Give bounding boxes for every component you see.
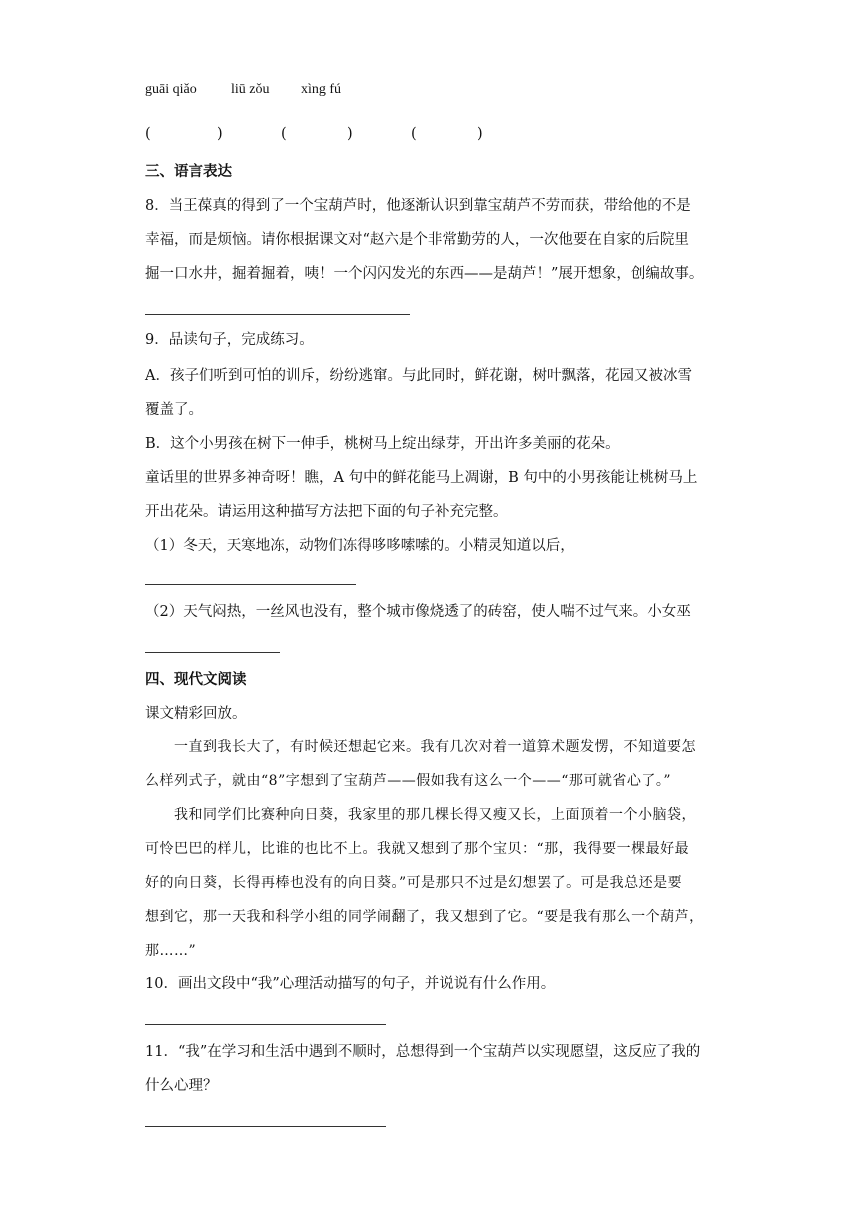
q9-item-2: （2）天气闷热，一丝风也没有，整个城市像烧透了的砖窑，使人喘不过气来。小女巫	[145, 604, 691, 620]
q9-instruction-1: 童话里的世界多神奇呀！瞧，A 句中的鲜花能马上凋谢，B 句中的小男孩能让桃树马上	[145, 470, 698, 486]
bracket-close-3: )	[477, 126, 483, 142]
pinyin-1: guāi qiǎo	[145, 82, 197, 97]
q9-sentence-b: B．这个小男孩在树下一伸手，桃树马上绽出绿芽，开出许多美丽的花朵。	[145, 436, 620, 452]
q9-instruction-2: 开出花朵。请运用这种描写方法把下面的句子补充完整。	[145, 504, 508, 520]
bracket-open-2: (	[281, 126, 287, 142]
section-3-title: 三、语言表达	[145, 163, 232, 180]
review-label: 课文精彩回放。	[145, 706, 247, 722]
q8-line-3: 掘一口水井，掘着掘着，咦！一个闪闪发光的东西——是葫芦！”展开想象，创编故事。	[145, 266, 704, 282]
q9-sentence-a-2: 覆盖了。	[145, 402, 203, 418]
pinyin-row	[145, 80, 342, 100]
passage-line-7: 那……”	[145, 943, 197, 959]
passage-line-2: 么样列式子，就由“8”字想到了宝葫芦——假如我有这么一个——“那可就省心了。”	[145, 773, 672, 789]
pinyin-2: liū zǒu	[231, 82, 270, 97]
bracket-open-1: (	[145, 126, 151, 142]
q9-item-2-answer-line[interactable]	[145, 652, 280, 653]
q9-sentence-a-1: A．孩子们听到可怕的训斥，纷纷逃窜。与此同时，鲜花谢，树叶飘落，花园又被冰雪	[145, 368, 692, 384]
passage-line-5: 好的向日葵，长得再棒也没有的向日葵。”可是那只不过是幻想罢了。可是我总还是要	[145, 875, 683, 891]
q8-line-2: 幸福，而是烦恼。请你根据课文对“赵六是个非常勤劳的人，一次他要在自家的后院里	[145, 232, 689, 248]
q9-item-1: （1）冬天，天寒地冻，动物们冻得哆哆嗦嗦的。小精灵知道以后，	[145, 538, 575, 554]
section-4-title: 四、现代文阅读	[145, 671, 247, 688]
bracket-open-3: (	[411, 126, 417, 142]
q10: 10．画出文段中“我”心理活动描写的句子，并说说有什么作用。	[145, 976, 556, 992]
passage-line-4: 可怜巴巴的样儿，比谁的也比不上。我就又想到了那个宝贝：“那，我得要一棵最好最	[145, 841, 690, 857]
q11-line-1: 11．“我”在学习和生活中遇到不顺时，总想得到一个宝葫芦以实现愿望，这反应了我的	[145, 1044, 701, 1060]
q9-title: 9．品读句子，完成练习。	[145, 332, 314, 348]
q11-line-2: 什么心理？	[145, 1078, 218, 1094]
q11-answer-line[interactable]	[145, 1126, 386, 1127]
q10-answer-line[interactable]	[145, 1024, 386, 1025]
q8-answer-line[interactable]	[145, 314, 410, 315]
bracket-close-2: )	[347, 126, 353, 142]
q8-line-1: 8．当王葆真的得到了一个宝葫芦时，他逐渐认识到靠宝葫芦不劳而获，带给他的不是	[145, 198, 691, 214]
bracket-close-1: )	[217, 126, 223, 142]
passage-line-1: 一直到我长大了，有时候还想起它来。我有几次对着一道算术题发愣，不知道要怎	[174, 739, 696, 755]
passage-line-3: 我和同学们比赛种向日葵，我家里的那几棵长得又瘦又长，上面顶着一个小脑袋，	[174, 807, 696, 823]
pinyin-3: xìng fú	[301, 82, 342, 97]
passage-line-6: 想到它，那一天我和科学小组的同学闹翻了，我又想到了它。“要是我有那么一个葫芦，	[145, 909, 704, 925]
q9-item-1-answer-line[interactable]	[145, 584, 356, 585]
